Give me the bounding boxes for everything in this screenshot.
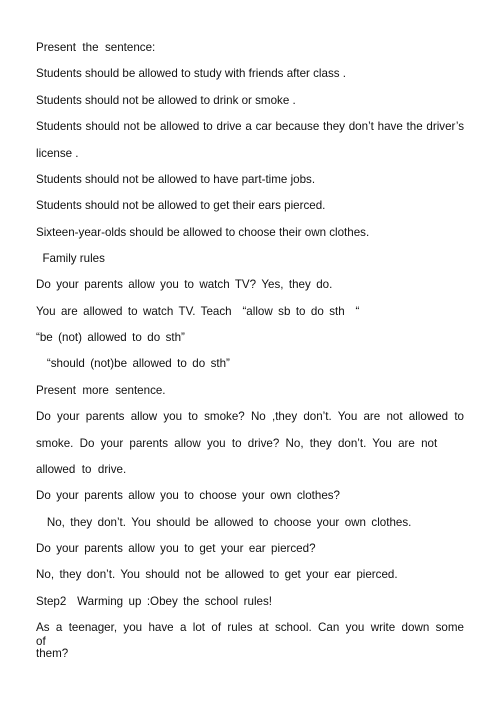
- text-line: As a teenager, you have a lot of rules at school. Can you write down some of: [36, 621, 464, 648]
- text-line-step2: Step2 Warming up :Obey the school rules!: [36, 595, 273, 608]
- text-line: Sixteen-year-olds should be allowed to choose their own clothes.: [36, 226, 370, 239]
- text-line-present-sentence: Present the sentence:: [36, 41, 156, 54]
- text-line: Do your parents allow you to get your ear pierced?: [36, 542, 316, 555]
- text-line: Students should be allowed to study with friends after class .: [36, 67, 346, 80]
- text-line: Do your parents allow you to smoke? No ,they don’t. You are not allowed to: [36, 410, 464, 423]
- text-line: smoke. Do your parents allow you to drive? No, they don’t. You are not: [36, 437, 438, 450]
- text-line: license .: [36, 147, 79, 160]
- text-line: “be (not) allowed to do sth”: [36, 331, 185, 344]
- text-line: Students should not be allowed to get their ears pierced.: [36, 199, 326, 212]
- text-line: allowed to drive.: [36, 463, 127, 476]
- text-line-family-rules: Family rules: [36, 252, 105, 265]
- text-line: You are allowed to watch TV. Teach “allow sb to do sth “: [36, 305, 360, 318]
- text-line: Do your parents allow you to choose your own clothes?: [36, 489, 341, 502]
- text-line-present-more: Present more sentence.: [36, 384, 166, 397]
- text-line: No, they don’t. You should be allowed to choose your own clothes.: [36, 516, 412, 529]
- text-line: them?: [36, 647, 69, 660]
- text-line: “should (not)be allowed to do sth”: [36, 357, 230, 370]
- text-line: Students should not be allowed to drink or smoke .: [36, 94, 296, 107]
- text-line: No, they don’t. You should not be allowed to get your ear pierced.: [36, 568, 398, 581]
- text-line: Students should not be allowed to have part-time jobs.: [36, 173, 316, 186]
- text-line: Do your parents allow you to watch TV? Yes, they do.: [36, 278, 333, 291]
- text-line: Students should not be allowed to drive a car because they don’t have the driver’s: [36, 120, 464, 133]
